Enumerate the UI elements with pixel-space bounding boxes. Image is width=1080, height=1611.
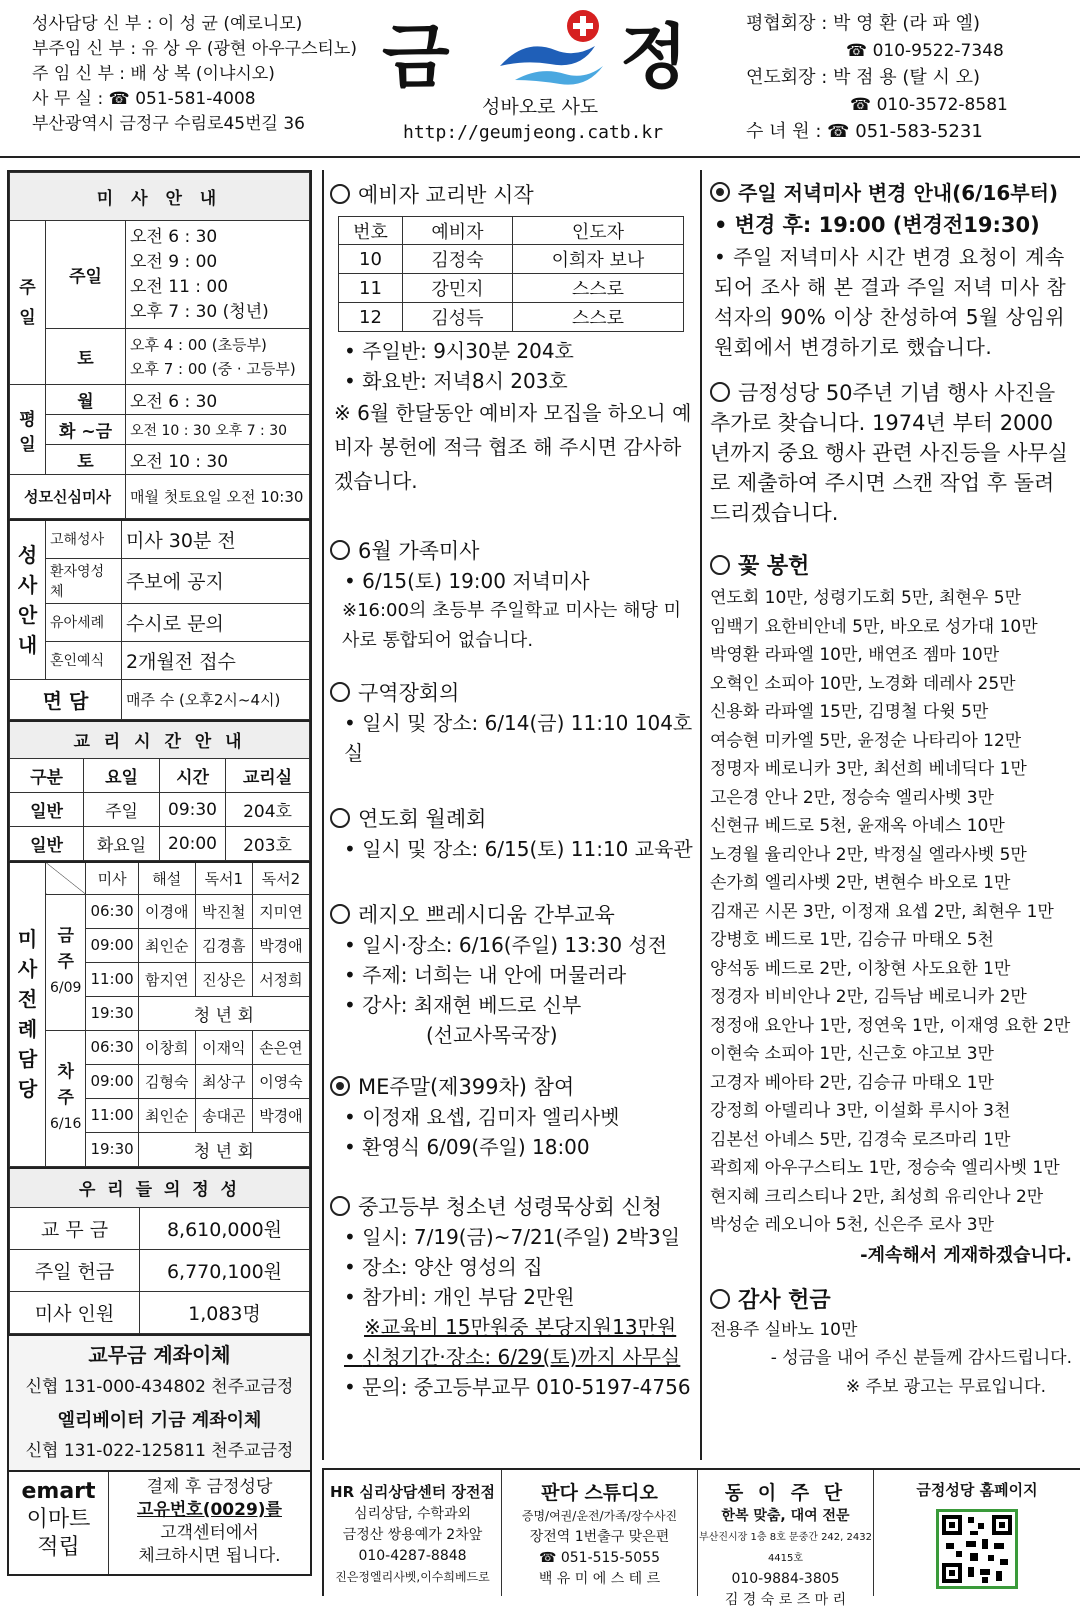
thanks-note: - 성금을 내어 주신 분들께 감사드립니다. <box>770 1348 1072 1368</box>
catechumen-cell: 스스로 <box>513 274 684 303</box>
sacrament-name: 혼인예식 <box>46 641 122 679</box>
emart-line: 결제 후 금정성당 <box>146 1477 273 1497</box>
catechism-cell: 화요일 <box>84 827 160 861</box>
sacrament-value: 2개월전 접수 <box>122 641 310 679</box>
offering-name: 미사 인원 <box>10 1292 140 1334</box>
liturgy-header: 독서2 <box>252 862 309 894</box>
saturday-times <box>126 329 310 385</box>
emart-logo-ko: 이마트 <box>26 1507 91 1532</box>
sunday-label: 주일 <box>46 221 126 329</box>
catechism-title: 교 리 시 간 안 내 <box>10 721 310 759</box>
catechism-cell: 20:00 <box>160 827 226 861</box>
donor-line: 오혁인 소피아 10만, 노경화 데레사 25만 <box>710 673 1016 694</box>
header-line: 성사담당 신 부 : 이 성 균 (예로니모) <box>32 14 303 34</box>
emart-reward: 적립 <box>37 1535 80 1560</box>
donor-line: 고은경 안나 2만, 정승숙 엘리사벳 3만 <box>710 787 994 808</box>
bullet-text: 참가비: 개인 부담 2만원 <box>362 1285 575 1309</box>
ad-title: HR 심리상담센터 장전점 <box>330 1483 495 1501</box>
sunday-time: 오전 6 : 30 <box>130 226 218 247</box>
catechumen-header: 인도자 <box>513 217 684 245</box>
ad-studio <box>502 1470 698 1596</box>
youth-group-cell: 청 년 회 <box>138 996 309 1030</box>
donor-line: 김재곤 시몬 3만, 이정재 요셉 2만, 최현우 1만 <box>710 901 1054 922</box>
sacrament-table <box>9 519 310 720</box>
photo-request-title: 금정성당 50주년 기념 행사 사진을 추가로 찾습니다. <box>710 381 1056 435</box>
left-column <box>7 170 312 1576</box>
sacrament-value: 수시로 문의 <box>122 603 310 641</box>
liturgy-cell: 최인순 <box>138 928 195 962</box>
section-title <box>330 1192 694 1222</box>
sacrament-name: 고해성사 <box>46 520 122 558</box>
diagonal-cell <box>46 862 86 894</box>
account-number[interactable]: 신협 131-022-125811 천주교금정 <box>25 1441 294 1461</box>
qr-code-icon[interactable] <box>936 1509 1018 1589</box>
donor-line: 강병호 베드로 1만, 김승규 마태오 5천 <box>710 930 994 950</box>
bullet-text: 일시·장소: 6/16(주일) 13:30 성전 <box>362 933 668 957</box>
emart-instructions <box>109 1472 310 1574</box>
donor-line: 양석동 베드로 2만, 이창현 사도요한 1만 <box>710 958 1011 979</box>
section-title-text: 중고등부 청소년 성령묵상회 신청 <box>358 1195 663 1219</box>
circle-bullet-icon <box>330 1196 350 1216</box>
catechumen-header: 예비자 <box>403 217 513 245</box>
bullet-text: 환영식 6/09(주일) 18:00 <box>362 1135 590 1159</box>
liturgy-cell: 지미연 <box>252 894 309 928</box>
liturgy-cell: 이창희 <box>138 1030 195 1064</box>
bullet-item: • 일시 및 장소: 6/15(토) 11:10 교육관 <box>344 837 693 861</box>
liturgy-cell: 이재익 <box>195 1030 252 1064</box>
change-line: • 변경 후: 19:00 (변경전19:30) <box>714 213 1040 237</box>
catechism-cell: 일반 <box>10 827 84 861</box>
donor-line: 손가희 엘리사벳 2만, 변현수 바오로 1만 <box>710 873 1011 893</box>
filled-circle-bullet-icon <box>330 1076 350 1096</box>
bullet-item: • 일시 및 장소: 6/14(금) 11:10 104호실 <box>344 711 693 765</box>
liturgy-header: 미사 <box>86 862 138 894</box>
thanks-donor: 전용주 실바노 10만 <box>710 1319 858 1340</box>
ad-line: 심리상담, 수학과외 <box>353 1506 472 1522</box>
circle-bullet-icon <box>710 382 730 402</box>
catechumen-table <box>338 216 684 332</box>
youth-group-cell: 청 년 회 <box>138 1132 309 1166</box>
donor-line: 강정희 아델리나 3만, 이설화 루시아 3천 <box>710 1101 1011 1121</box>
section-title-text: ME주말(제399차) 참여 <box>358 1075 575 1099</box>
ad-phone: ☎ 051-515-5055 <box>538 1550 661 1566</box>
header-line: ☎ 010-9522-7348 <box>846 41 1004 61</box>
catechism-cell: 09:30 <box>160 793 226 827</box>
saturday-time: 오후 7 : 00 (중 · 고등부) <box>130 359 296 378</box>
catechism-header: 요일 <box>84 759 160 793</box>
catechism-cell: 203호 <box>226 827 310 861</box>
liturgy-cell: 이경애 <box>138 894 195 928</box>
header-line: 사 무 실 : ☎ 051-581-4008 <box>32 89 256 109</box>
ad-line: 한복 맞춤, 대여 전문 <box>721 1508 850 1524</box>
header-line: 부산광역시 금정구 수림로45번길 36 <box>32 114 305 134</box>
liturgy-cell: 09:00 <box>86 1064 138 1098</box>
family-mass-note: ※16:00의 초등부 주일학교 미사는 해당 미사로 통합되어 없습니다. <box>342 600 681 651</box>
week-label <box>46 894 86 1030</box>
bullet-text: 화요반: 저녁8시 203호 <box>362 369 568 393</box>
liturgy-cell: 11:00 <box>86 1098 138 1132</box>
bullet-item: • 장소: 양산 영성의 집 <box>344 1255 543 1279</box>
circle-bullet-icon <box>710 1289 730 1309</box>
title-left: 금 <box>382 16 450 98</box>
offering-name: 주일 헌금 <box>10 1250 140 1292</box>
catechism-table <box>9 720 310 862</box>
section-title <box>710 1286 1072 1316</box>
liturgy-cell: 09:00 <box>86 928 138 962</box>
lecturer-title: (선교사목국장) <box>426 1023 558 1047</box>
weekday-day: 화 ~금 <box>46 415 126 445</box>
donor-line: 여승현 미카엘 5만, 윤정순 나타리아 12만 <box>710 730 1022 751</box>
donor-line: 김본선 아녜스 5만, 김경숙 로즈마리 1만 <box>710 1129 1011 1150</box>
catechumen-cell: 김정숙 <box>403 245 513 274</box>
liturgy-cell: 최인순 <box>138 1098 195 1132</box>
ad-title: 동 이 주 단 <box>724 1482 847 1504</box>
bullet-text: 일시 및 장소: 6/15(토) 11:10 교육관 <box>362 837 693 861</box>
offering-value: 8,610,000원 <box>140 1208 310 1250</box>
liturgy-cell: 김경흠 <box>195 928 252 962</box>
liturgy-cell: 19:30 <box>86 996 138 1030</box>
liturgy-cell: 박진철 <box>195 894 252 928</box>
council-info <box>746 10 1066 146</box>
week-date: 6/09 <box>50 980 82 996</box>
bullet-text: 장소: 양산 영성의 집 <box>362 1255 543 1279</box>
weekday-time: 오전 6 : 30 <box>126 385 310 415</box>
liturgy-cell: 김형숙 <box>138 1064 195 1098</box>
mass-schedule-table <box>9 172 310 519</box>
account-number[interactable]: 신협 131-000-434802 천주교금정 <box>25 1377 294 1397</box>
circle-bullet-icon <box>330 904 350 924</box>
liturgy-cell: 송대곤 <box>195 1098 252 1132</box>
liturgy-header: 해설 <box>138 862 195 894</box>
change-text: 변경 후: 19:00 (변경전19:30) <box>734 213 1040 237</box>
catechumen-cell: 김성득 <box>403 303 513 332</box>
catechumen-cell: 11 <box>339 274 403 303</box>
bullet-text: 강사: 최재현 베드로 신부 <box>362 993 582 1017</box>
interview-value: 매주 수 (오후2시~4시) <box>122 679 310 719</box>
liturgy-cell: 박경애 <box>252 1098 309 1132</box>
interview-label: 면 담 <box>10 679 122 719</box>
clergy-info <box>32 12 357 137</box>
bullet-text: 6/15(토) 19:00 저녁미사 <box>362 569 590 593</box>
ad-line: 장전역 1번출구 맞은편 <box>529 1529 670 1545</box>
catechism-header: 교리실 <box>226 759 310 793</box>
header-line: 수 녀 원 : ☎ 051-583-5231 <box>746 121 983 142</box>
evening-mass-body: • 주일 저녁미사 시간 변경 요청이 계속되어 조사 해 본 결과 주일 저녁 미사 참석자의 90% 이상 찬성하여 5월 상임위원회에서 변경하기로 했습니다. <box>714 245 1067 359</box>
section-title <box>710 552 1072 582</box>
circle-bullet-icon <box>330 184 350 204</box>
weekday-time: 오전 10 : 30 <box>126 445 310 475</box>
offering-title: 우 리 들 의 정 성 <box>10 1168 310 1208</box>
catechism-cell: 일반 <box>10 793 84 827</box>
right-column <box>706 170 1076 1460</box>
bullet-text: 신청기간·장소: 6/29(토)까지 사무실 <box>362 1345 681 1369</box>
header-line: 주 임 신 부 : 배 상 복 (이냐시오) <box>32 64 275 84</box>
liturgy-cell: 박경애 <box>252 928 309 962</box>
recruit-note: ※ 6월 한달동안 예비자 모집을 하오니 예비자 봉헌에 적극 협조 해 주시면 감사하겠습니다. <box>334 401 692 493</box>
bullet-item: • 이정재 요셉, 김미자 엘리사벳 <box>344 1105 620 1129</box>
donor-line: 정명자 베로니카 3만, 최선희 베네딕다 1만 <box>710 759 1027 779</box>
section-title-text: 레지오 쁘레시디움 간부교육 <box>358 903 615 927</box>
photo-request <box>710 378 1072 528</box>
week-date: 6/16 <box>50 1116 82 1132</box>
week-name: 금주 <box>57 926 74 972</box>
section-title-text: 6월 가족미사 <box>358 539 480 563</box>
bullet-text: 주일반: 9시30분 204호 <box>362 339 574 363</box>
ad-line: 진은정엘리사벳,이수희베드로 <box>335 1570 490 1584</box>
section-title <box>330 1072 694 1102</box>
header-line: 연도회장 : 박 점 용 (탈 시 오) <box>746 67 981 88</box>
section-title <box>330 900 694 930</box>
bullet-item: • 참가비: 개인 부담 2만원 <box>344 1285 575 1309</box>
subsidy-note: ※교육비 15만원중 본당지원13만원 <box>364 1315 677 1339</box>
weekday-time: 오전 10 : 30 오후 7 : 30 <box>126 415 310 445</box>
bulletin-header <box>0 0 1080 158</box>
section-title-text: 꽃 봉헌 <box>738 554 810 579</box>
catechism-cell: 주일 <box>84 793 160 827</box>
donor-line: 박영환 라파엘 10만, 배연조 젬마 10만 <box>710 645 1000 665</box>
liturgy-cell: 최상구 <box>195 1064 252 1098</box>
donor-line: 박성순 레오니아 5천, 신은주 로사 3만 <box>710 1215 994 1235</box>
offering-name: 교 무 금 <box>10 1208 140 1250</box>
saturday-time: 오후 4 : 00 (초등부) <box>130 335 267 354</box>
ad-phone: 010-4287-8848 <box>358 1548 467 1564</box>
circle-bullet-icon <box>330 540 350 560</box>
sunday-group-label: 주일 <box>10 221 46 385</box>
account-title: 교무금 계좌이체 <box>88 1343 231 1367</box>
emart-box <box>9 1470 310 1574</box>
liturgy-table <box>9 861 310 1167</box>
emart-logo-en: emart <box>21 1479 96 1504</box>
catechism-header: 구분 <box>10 759 84 793</box>
sunday-times <box>126 221 310 329</box>
ad-title: 금정성당 홈페이지 <box>916 1481 1038 1499</box>
emart-logo <box>9 1472 109 1574</box>
donor-line: 현지혜 크리스티나 2만, 최성희 유리안나 2만 <box>710 1186 1044 1207</box>
donor-line: 곽희제 아우구스티노 1만, 정승숙 엘리사벳 1만 <box>710 1158 1060 1178</box>
bullet-item: • 주일반: 9시30분 204호 <box>344 339 574 363</box>
catechumen-cell: 스스로 <box>513 303 684 332</box>
bullet-text: 일시: 7/19(금)~7/21(주일) 2박3일 <box>362 1225 681 1249</box>
ad-homepage <box>874 1470 1080 1596</box>
footer-ads <box>322 1468 1080 1608</box>
bullet-item: • 신청기간·장소: 6/29(토)까지 사무실 <box>344 1345 681 1369</box>
donor-line: 이현숙 소피아 1만, 신근호 야고보 3만 <box>710 1044 994 1064</box>
sunday-time: 오전 9 : 00 <box>130 251 218 272</box>
donor-line: 신현규 베드로 5천, 윤재옥 아녜스 10만 <box>710 816 1005 836</box>
bullet-item: • 문의: 중고등부교무 010-5197-4756 <box>344 1375 691 1399</box>
donor-line: 신용화 라파엘 15만, 김명철 다윗 5만 <box>710 702 989 722</box>
bullet-item: • 6/15(토) 19:00 저녁미사 <box>344 569 590 593</box>
section-title-text: 예비자 교리반 시작 <box>358 183 534 207</box>
circle-bullet-icon <box>330 808 350 828</box>
marian-mass-label: 성모신심미사 <box>10 475 126 519</box>
catechumen-cell: 강민지 <box>403 274 513 303</box>
liturgy-cell: 06:30 <box>86 1030 138 1064</box>
ad-line: 부산진시장 1층 8호 문중간 242, 2432 4415호 <box>699 1532 872 1564</box>
week-name: 차주 <box>57 1062 74 1108</box>
emart-line: 체크하시면 됩니다. <box>138 1546 281 1566</box>
catechumen-cell: 10 <box>339 245 403 274</box>
ad-hanbok <box>698 1470 874 1608</box>
ad-title: 판다 스튜디오 <box>541 1482 658 1504</box>
header-line: ☎ 010-3572-8581 <box>850 95 1008 115</box>
liturgy-cell: 이영숙 <box>252 1064 309 1098</box>
section-title-text: 주일 저녁미사 변경 안내(6/16부터) <box>738 181 1059 205</box>
section-title <box>330 804 694 834</box>
sunday-time: 오전 11 : 00 <box>130 276 229 297</box>
week-label <box>46 1030 86 1166</box>
photo-request-body: 1974년 부터 2000년까지 중요 행사 관련 사진등을 사무실로 제출하여 주시면 스캔 작업 후 돌려드리겠습니다. <box>710 411 1068 525</box>
ad-line: 증명/여권/운전/가족/장수사진 <box>521 1509 678 1523</box>
sunday-time: 오후 7 : 30 (청년) <box>130 301 269 322</box>
bullet-item: • 환영식 6/09(주일) 18:00 <box>344 1135 590 1159</box>
account-title: 엘리베이터 기금 계좌이체 <box>57 1410 262 1431</box>
sacrament-name: 유아세례 <box>46 603 122 641</box>
liturgy-cell: 함지연 <box>138 962 195 996</box>
emart-line: 고유번호(0029)를 <box>137 1500 282 1520</box>
catechumen-cell: 12 <box>339 303 403 332</box>
bullet-item: • 일시: 7/19(금)~7/21(주일) 2박3일 <box>344 1225 681 1249</box>
flower-donor-list <box>710 584 1072 1272</box>
free-ad-note: ※ 주보 광고는 무료입니다. <box>845 1376 1046 1397</box>
donor-line: 노경월 율리안나 2만, 박정실 엘라사벳 5만 <box>710 844 1027 865</box>
circle-bullet-icon <box>710 555 730 575</box>
middle-column <box>322 170 702 1460</box>
ad-line: 금정산 쌍용예가 2차앞 <box>342 1527 483 1543</box>
donor-line: 연도회 10만, 성령기도회 5만, 최현우 5만 <box>710 588 1021 608</box>
parish-logo-icon <box>495 8 615 97</box>
catechumen-header: 번호 <box>339 217 403 245</box>
saturday-label: 토 <box>46 329 126 385</box>
catechism-header: 시간 <box>160 759 226 793</box>
section-title <box>330 678 694 708</box>
section-title <box>710 178 1072 208</box>
sacrament-group-label: 성사안내 <box>10 520 46 679</box>
patron-saint: 성바오로 사도 <box>482 96 599 118</box>
homepage-url[interactable]: http://geumjeong.catb.kr <box>403 122 664 143</box>
sacrament-value: 주보에 공지 <box>122 558 310 603</box>
liturgy-cell: 서정희 <box>252 962 309 996</box>
marian-mass-time: 매월 첫토요일 오전 10:30 <box>126 475 310 519</box>
bullet-item: • 주제: 너희는 내 안에 머물러라 <box>344 963 627 987</box>
sacrament-value: 미사 30분 전 <box>122 520 310 558</box>
donor-line: 고경자 베아타 2만, 김승규 마태오 1만 <box>710 1072 994 1093</box>
section-title-text: 감사 헌금 <box>738 1287 831 1313</box>
section-title <box>330 180 694 210</box>
weekday-day: 월 <box>46 385 126 415</box>
header-line: 부주임 신 부 : 유 상 우 (광현 아우구스티노) <box>32 39 357 59</box>
bullet-text: 주제: 너희는 내 안에 머물러라 <box>362 963 627 987</box>
bullet-item: • 화요반: 저녁8시 203호 <box>344 369 568 393</box>
bullet-text: 문의: 중고등부교무 010-5197-4756 <box>362 1375 691 1399</box>
liturgy-cell: 11:00 <box>86 962 138 996</box>
bullet-text: 일시 및 장소: 6/14(금) 11:10 104호실 <box>344 711 693 765</box>
continued-note: -계속해서 게재하겠습니다. <box>860 1244 1072 1266</box>
ad-counseling <box>322 1470 502 1596</box>
catechumen-cell: 이희자 보나 <box>513 245 684 274</box>
liturgy-cell: 19:30 <box>86 1132 138 1166</box>
bullet-text: 이정재 요셉, 김미자 엘리사벳 <box>362 1105 620 1129</box>
bullet-item: • 일시·장소: 6/16(주일) 13:30 성전 <box>344 933 668 957</box>
title-right: 정 <box>620 16 688 98</box>
liturgy-group-label: 미사전례담당 <box>10 862 46 1166</box>
header-line: 평협회장 : 박 영 환 (라 파 엘) <box>746 13 981 34</box>
catechism-cell: 204호 <box>226 793 310 827</box>
section-title-text: 연도회 월례회 <box>358 807 487 831</box>
liturgy-cell: 06:30 <box>86 894 138 928</box>
offering-table <box>9 1167 310 1335</box>
filled-circle-bullet-icon <box>710 182 730 202</box>
emart-line: 고객센터에서 <box>160 1523 259 1543</box>
ad-line: 김 경 숙 로 즈 마 리 <box>724 1592 847 1608</box>
offering-value: 1,083명 <box>140 1292 310 1334</box>
bullet-item: • 강사: 최재현 베드로 신부 <box>344 993 582 1017</box>
donor-line: 정정애 요안나 1만, 정연욱 1만, 이재영 요한 2만 <box>710 1015 1071 1036</box>
ad-phone: 010-9884-3805 <box>731 1571 840 1587</box>
section-title-text: 구역장회의 <box>358 681 460 705</box>
section-title <box>330 536 694 566</box>
offering-value: 6,770,100원 <box>140 1250 310 1292</box>
accounts-box <box>9 1334 310 1470</box>
liturgy-header: 독서1 <box>195 862 252 894</box>
donor-line: 임백기 요한비안네 5만, 바오로 성가대 10만 <box>710 616 1038 637</box>
liturgy-cell: 손은연 <box>252 1030 309 1064</box>
mass-guide-title: 미 사 안 내 <box>10 173 310 221</box>
weekday-day: 토 <box>46 445 126 475</box>
weekday-group-label: 평일 <box>10 385 46 475</box>
ad-line: 백 유 미 에 스 테 르 <box>538 1571 661 1587</box>
circle-bullet-icon <box>330 682 350 702</box>
sacrament-name: 환자영성체 <box>46 558 122 603</box>
liturgy-cell: 진상은 <box>195 962 252 996</box>
donor-line: 정경자 비비안나 2만, 김득남 베로니카 2만 <box>710 987 1027 1007</box>
